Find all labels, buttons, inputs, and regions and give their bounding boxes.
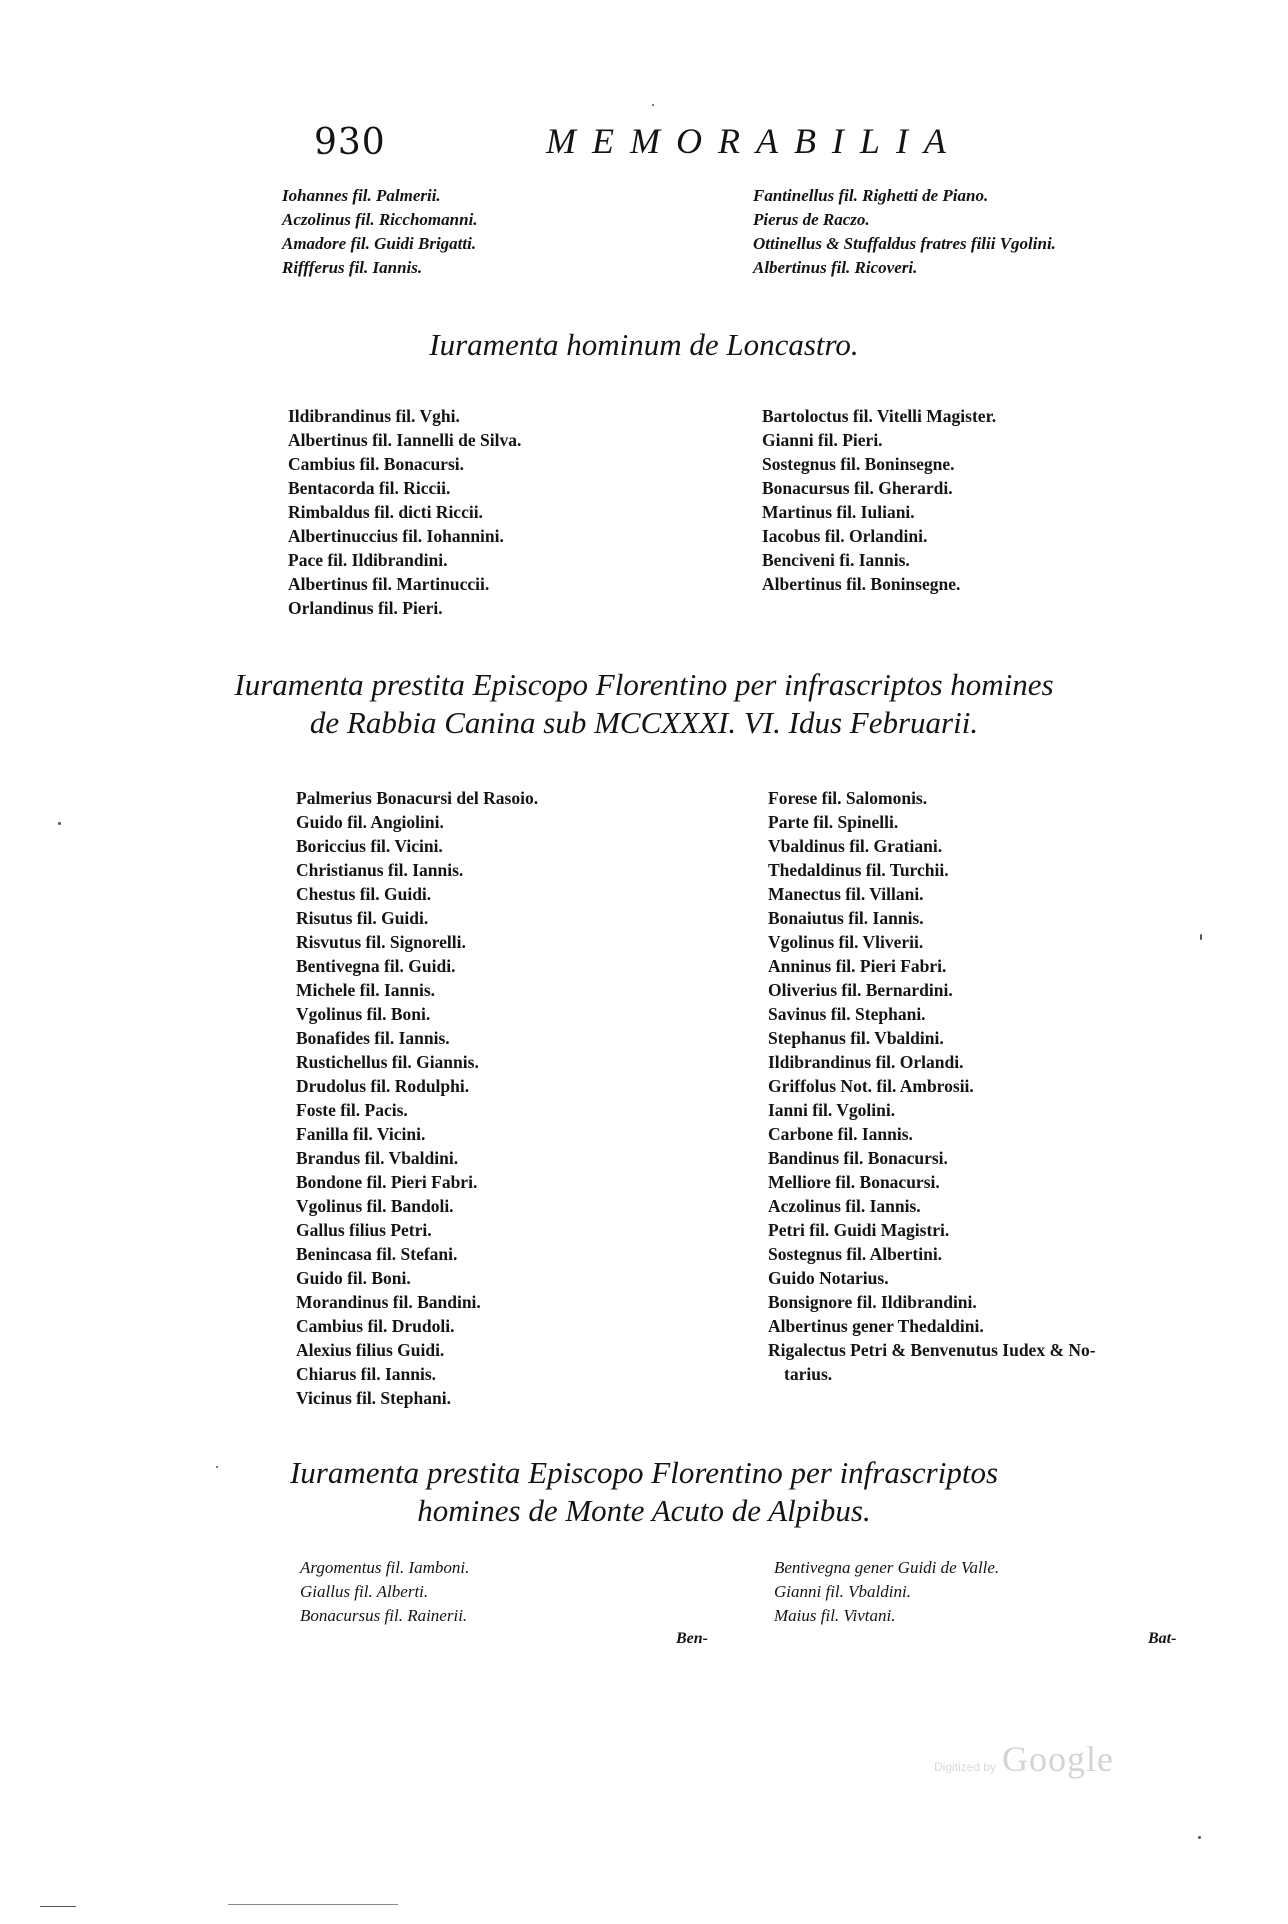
list-item: Argomentus fil. Iamboni. — [300, 1558, 470, 1577]
list-item: Savinus fil. Stephani. — [768, 1004, 926, 1024]
list-item: Albertinus fil. Iannelli de Silva. — [288, 430, 522, 450]
section3-left-column — [300, 1556, 469, 1628]
scan-speck — [58, 822, 61, 825]
list-item: Albertinuccius fil. Iohannini. — [288, 526, 504, 546]
list-item: Albertinus gener Thedaldini. — [768, 1316, 984, 1336]
list-item: Morandinus fil. Bandini. — [296, 1292, 481, 1312]
list-item: Guido fil. Angiolini. — [296, 812, 444, 832]
list-item: Manectus fil. Villani. — [768, 884, 924, 904]
scan-edge-mark — [40, 1906, 76, 1907]
section2-left-column — [296, 786, 538, 1410]
list-item: Stephanus fil. Vbaldini. — [768, 1028, 944, 1048]
list-item: Fantinellus fil. Righetti de Piano. — [753, 186, 989, 205]
list-item: Bentivegna fil. Guidi. — [296, 956, 456, 976]
list-item: Gianni fil. Vbaldini. — [774, 1582, 911, 1601]
list-item: Forese fil. Salomonis. — [768, 788, 928, 808]
list-item: Bandinus fil. Bonacursi. — [768, 1148, 948, 1168]
list-item: Sostegnus fil. Boninsegne. — [762, 454, 955, 474]
list-item: Maius fil. Vivtani. — [774, 1606, 896, 1625]
list-item: Albertinus fil. Martinuccii. — [288, 574, 490, 594]
running-head: MEMORABILIA — [546, 121, 962, 161]
list-item: Giallus fil. Alberti. — [300, 1582, 429, 1601]
list-item: Risvutus fil. Signorelli. — [296, 932, 466, 952]
list-item: Rimbaldus fil. dicti Riccii. — [288, 502, 483, 522]
list-item: tarius. — [784, 1364, 833, 1384]
list-item: Christianus fil. Iannis. — [296, 860, 464, 880]
catchword-left: Ben- — [676, 1630, 708, 1647]
list-item: Ildibrandinus fil. Orlandi. — [768, 1052, 964, 1072]
list-item: Iohannes fil. Palmerii. — [282, 186, 441, 205]
list-item: Petri fil. Guidi Magistri. — [768, 1220, 950, 1240]
list-item: Benincasa fil. Stefani. — [296, 1244, 458, 1264]
list-item: Risutus fil. Guidi. — [296, 908, 429, 928]
list-item: Vgolinus fil. Boni. — [296, 1004, 431, 1024]
scan-speck — [1200, 934, 1202, 940]
list-item: Bonafides fil. Iannis. — [296, 1028, 450, 1048]
list-item: Foste fil. Pacis. — [296, 1100, 408, 1120]
list-item: Ildibrandinus fil. Vghi. — [288, 406, 460, 426]
list-item: Boriccius fil. Vicini. — [296, 836, 443, 856]
list-item: Cambius fil. Drudoli. — [296, 1316, 455, 1336]
list-item: Martinus fil. Iuliani. — [762, 502, 915, 522]
list-item: Fanilla fil. Vicini. — [296, 1124, 426, 1144]
scan-speck — [1198, 1836, 1201, 1839]
list-item: Palmerius Bonacursi del Rasoio. — [296, 788, 539, 808]
list-item: Pace fil. Ildibrandini. — [288, 550, 448, 570]
list-item: Alexius filius Guidi. — [296, 1340, 445, 1360]
watermark-prefix: Digitized by — [934, 1760, 997, 1774]
google-logo: Google — [1002, 1739, 1115, 1779]
list-item: Vgolinus fil. Bandoli. — [296, 1196, 454, 1216]
section2-title-line1: Iuramenta prestita Episcopo Florentino per infrascriptos homines — [234, 667, 1054, 702]
section3-title-line1: Iuramenta prestita Episcopo Florentino per infrascriptos — [289, 1455, 999, 1490]
list-item: Gianni fil. Pieri. — [762, 430, 883, 450]
list-item: Oliverius fil. Bernardini. — [768, 980, 953, 1000]
list-item: Aczolinus fil. Iannis. — [768, 1196, 921, 1216]
list-item: Vbaldinus fil. Gratiani. — [768, 836, 943, 856]
list-item: Guido Notarius. — [768, 1268, 889, 1288]
section2-title-line2: de Rabbia Canina sub MCCXXXI. VI. Idus Februarii. — [309, 705, 979, 740]
list-item: Ottinellus & Stuffaldus fratres filii Vgolini. — [753, 234, 1056, 253]
list-item: Bonacursus fil. Rainerii. — [300, 1606, 468, 1625]
list-item: Aczolinus fil. Ricchomanni. — [282, 210, 478, 229]
section1-heading — [0, 326, 1288, 364]
list-item: Guido fil. Boni. — [296, 1268, 411, 1288]
list-item: Michele fil. Iannis. — [296, 980, 436, 1000]
list-item: Sostegnus fil. Albertini. — [768, 1244, 943, 1264]
scan-speck — [216, 1466, 218, 1468]
digitization-watermark — [934, 1738, 1114, 1780]
list-item: Bonsignore fil. Ildibrandini. — [768, 1292, 977, 1312]
list-item: Gallus filius Petri. — [296, 1220, 432, 1240]
list-item: Drudolus fil. Rodulphi. — [296, 1076, 470, 1096]
list-item: Pierus de Raczo. — [753, 210, 870, 229]
section1-right-column — [762, 404, 996, 596]
scan-speck — [652, 104, 654, 106]
list-item: Parte fil. Spinelli. — [768, 812, 899, 832]
list-item: Vgolinus fil. Vliverii. — [768, 932, 924, 952]
list-item: Bonacursus fil. Gherardi. — [762, 478, 953, 498]
list-item: Benciveni fi. Iannis. — [762, 550, 910, 570]
list-item: Bentacorda fil. Riccii. — [288, 478, 451, 498]
list-item: Vicinus fil. Stephani. — [296, 1388, 451, 1408]
list-item: Bondone fil. Pieri Fabri. — [296, 1172, 478, 1192]
list-item: Bentivegna gener Guidi de Valle. — [774, 1558, 1000, 1577]
page-number: 930 — [314, 122, 386, 163]
list-item: Thedaldinus fil. Turchii. — [768, 860, 949, 880]
list-item: Amadore fil. Guidi Brigatti. — [282, 234, 477, 253]
section3-heading — [0, 1454, 1288, 1530]
section3-title-line2: homines de Monte Acuto de Alpibus. — [417, 1493, 871, 1528]
list-item: Bartoloctus fil. Vitelli Magister. — [762, 406, 997, 426]
list-item: Ianni fil. Vgolini. — [768, 1100, 896, 1120]
section0-left-column — [282, 184, 478, 280]
list-item: Riffferus fil. Iannis. — [282, 258, 423, 277]
list-item: Bonaiutus fil. Iannis. — [768, 908, 924, 928]
section2-heading — [0, 666, 1288, 742]
list-item: Chiarus fil. Iannis. — [296, 1364, 437, 1384]
list-item: Rustichellus fil. Giannis. — [296, 1052, 479, 1072]
list-item: Orlandinus fil. Pieri. — [288, 598, 443, 618]
list-item: Anninus fil. Pieri Fabri. — [768, 956, 947, 976]
list-item: Chestus fil. Guidi. — [296, 884, 432, 904]
section3-right-column — [774, 1556, 999, 1628]
scan-edge-mark — [228, 1904, 398, 1905]
section0-right-column — [753, 184, 1056, 280]
catchword-right: Bat- — [1148, 1630, 1177, 1647]
list-item: Albertinus fil. Ricoveri. — [753, 258, 918, 277]
list-item: Albertinus fil. Boninsegne. — [762, 574, 961, 594]
list-item: Carbone fil. Iannis. — [768, 1124, 913, 1144]
section1-title: Iuramenta hominum de Loncastro. — [429, 327, 859, 362]
list-item: Iacobus fil. Orlandini. — [762, 526, 928, 546]
list-item: Melliore fil. Bonacursi. — [768, 1172, 940, 1192]
list-item: Rigalectus Petri & Benvenutus Iudex & No- — [768, 1340, 1096, 1360]
list-item: Cambius fil. Bonacursi. — [288, 454, 464, 474]
list-item: Brandus fil. Vbaldini. — [296, 1148, 459, 1168]
list-item: Griffolus Not. fil. Ambrosii. — [768, 1076, 974, 1096]
section2-right-column — [768, 786, 1096, 1386]
section1-left-column — [288, 404, 521, 620]
